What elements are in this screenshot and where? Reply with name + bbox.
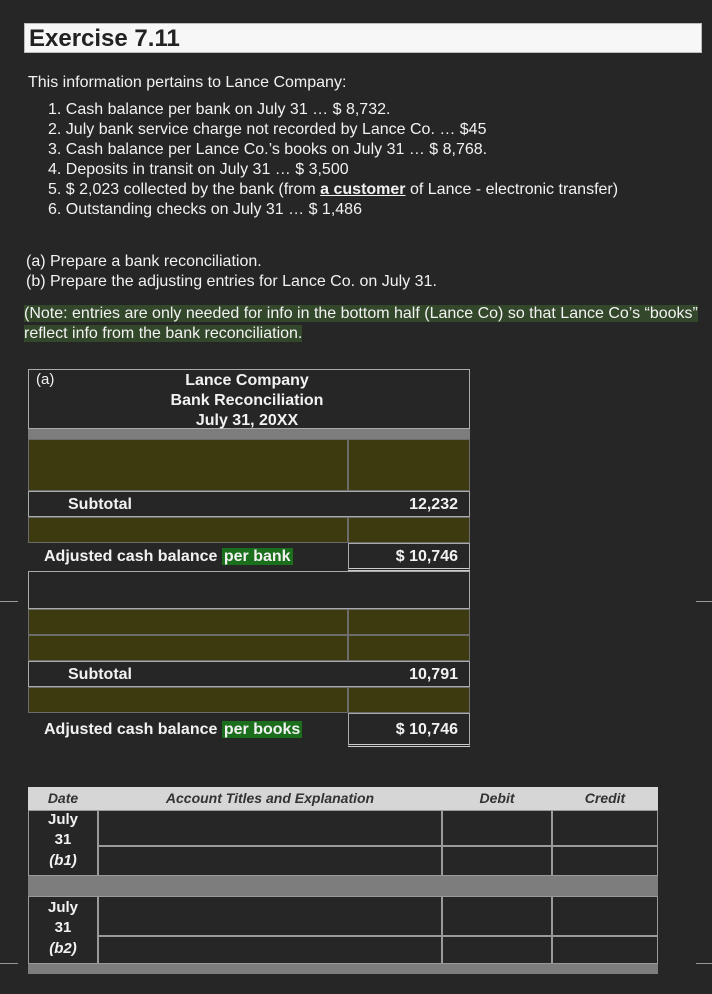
edge-marker bbox=[0, 601, 18, 602]
account-input-b2-2[interactable] bbox=[98, 936, 442, 964]
recon-date: July 31, 20XX bbox=[195, 412, 299, 429]
entry-b1-ref: (b1) bbox=[49, 852, 77, 869]
list-item: 6. Outstanding checks on July 31 … $ 1,486 bbox=[48, 201, 362, 218]
credit-input-b2-1[interactable] bbox=[552, 896, 658, 936]
edge-marker bbox=[696, 963, 712, 964]
books-addition-input[interactable] bbox=[28, 609, 348, 635]
note-text: (Note: entries are only needed for info in the bottom half (Lance Co) so that Lance Co’s “books” reflect info from the bank reconciliation. bbox=[24, 305, 698, 342]
item5-pre: 5. $ 2,023 collected by the bank (from bbox=[48, 181, 321, 198]
recon-subtitle: Bank Reconciliation bbox=[170, 392, 324, 409]
entry-b2-month: July bbox=[47, 899, 78, 916]
credit-input-b1-2[interactable] bbox=[552, 846, 658, 876]
adjusted-bank-value: $ 10,746 bbox=[395, 548, 458, 565]
item5-post: of Lance - electronic transfer) bbox=[405, 181, 619, 198]
divider-bar bbox=[28, 429, 470, 439]
header-credit: Credit bbox=[552, 787, 658, 810]
entry-b2-day: 31 bbox=[54, 919, 72, 936]
customer-link[interactable]: a customer bbox=[320, 181, 406, 198]
subtotal-bank-value: 12,232 bbox=[409, 496, 458, 513]
part-a-label: (a) bbox=[36, 371, 55, 388]
edge-marker bbox=[696, 601, 712, 602]
bank-deduction-amount[interactable] bbox=[348, 517, 470, 543]
entry-b1-day: 31 bbox=[54, 831, 72, 848]
books-deduction-input[interactable] bbox=[28, 687, 348, 713]
subtotal-books-label: Subtotal bbox=[68, 666, 132, 683]
entry-separator bbox=[28, 876, 658, 896]
recon-heading bbox=[162, 371, 332, 431]
info-list bbox=[48, 100, 618, 220]
exercise-title-bar bbox=[24, 23, 702, 53]
tasks bbox=[26, 252, 437, 292]
header-debit: Debit bbox=[442, 787, 552, 810]
account-input-b2-1[interactable] bbox=[98, 896, 442, 936]
subtotal-books-value: 10,791 bbox=[409, 666, 458, 683]
list-item bbox=[48, 180, 618, 200]
per-books-highlight: per books bbox=[223, 721, 301, 738]
header-date: Date bbox=[28, 787, 98, 810]
books-addition-amount-2[interactable] bbox=[348, 635, 470, 661]
debit-input-b1-2[interactable] bbox=[442, 846, 552, 876]
list-item: 1. Cash balance per bank on July 31 … $ 8,732. bbox=[48, 101, 391, 118]
per-bank-highlight: per bank bbox=[223, 548, 291, 565]
bank-amount-input[interactable] bbox=[348, 439, 470, 491]
adjusted-bank-text: Adjusted cash balance bbox=[44, 548, 222, 565]
journal-table bbox=[28, 787, 658, 977]
table-bottom-bar bbox=[28, 964, 658, 974]
adjusted-books-text: Adjusted cash balance bbox=[44, 721, 222, 738]
debit-input-b2-1[interactable] bbox=[442, 896, 552, 936]
credit-input-b2-2[interactable] bbox=[552, 936, 658, 964]
list-item: 4. Deposits in transit on July 31 … $ 3,500 bbox=[48, 161, 349, 178]
account-input-b1-1[interactable] bbox=[98, 810, 442, 846]
entry-b2-ref: (b2) bbox=[49, 940, 77, 957]
account-input-b1-2[interactable] bbox=[98, 846, 442, 876]
header-account: Account Titles and Explanation bbox=[98, 787, 442, 810]
books-addition-amount[interactable] bbox=[348, 609, 470, 635]
task-a: (a) Prepare a bank reconciliation. bbox=[26, 253, 262, 270]
bank-deduction-input[interactable] bbox=[28, 517, 348, 543]
task-b: (b) Prepare the adjusting entries for Lance Co. on July 31. bbox=[26, 273, 437, 290]
adjusted-books-value: $ 10,746 bbox=[395, 721, 458, 738]
exercise-title: Exercise 7.11 bbox=[29, 25, 180, 52]
adjusted-books-label bbox=[44, 721, 302, 739]
entry-b1-month: July bbox=[47, 811, 78, 828]
note bbox=[24, 304, 700, 344]
debit-input-b1-1[interactable] bbox=[442, 810, 552, 846]
bank-reconciliation bbox=[28, 369, 470, 749]
edge-marker bbox=[0, 963, 18, 964]
list-item: 3. Cash balance per Lance Co.’s books on July 31 … $ 8,768. bbox=[48, 141, 488, 158]
credit-input-b1-1[interactable] bbox=[552, 810, 658, 846]
bank-item-input[interactable] bbox=[28, 439, 348, 491]
list-item: 2. July bank service charge not recorded by Lance Co. … $45 bbox=[48, 121, 487, 138]
adjusted-bank-label bbox=[44, 548, 293, 566]
spacer-row bbox=[28, 571, 470, 609]
debit-input-b2-2[interactable] bbox=[442, 936, 552, 964]
books-addition-input-2[interactable] bbox=[28, 635, 348, 661]
company-name: Lance Company bbox=[185, 372, 309, 389]
intro-text: This information pertains to Lance Company: bbox=[28, 74, 347, 91]
books-deduction-amount[interactable] bbox=[348, 687, 470, 713]
subtotal-bank-label: Subtotal bbox=[68, 496, 132, 513]
